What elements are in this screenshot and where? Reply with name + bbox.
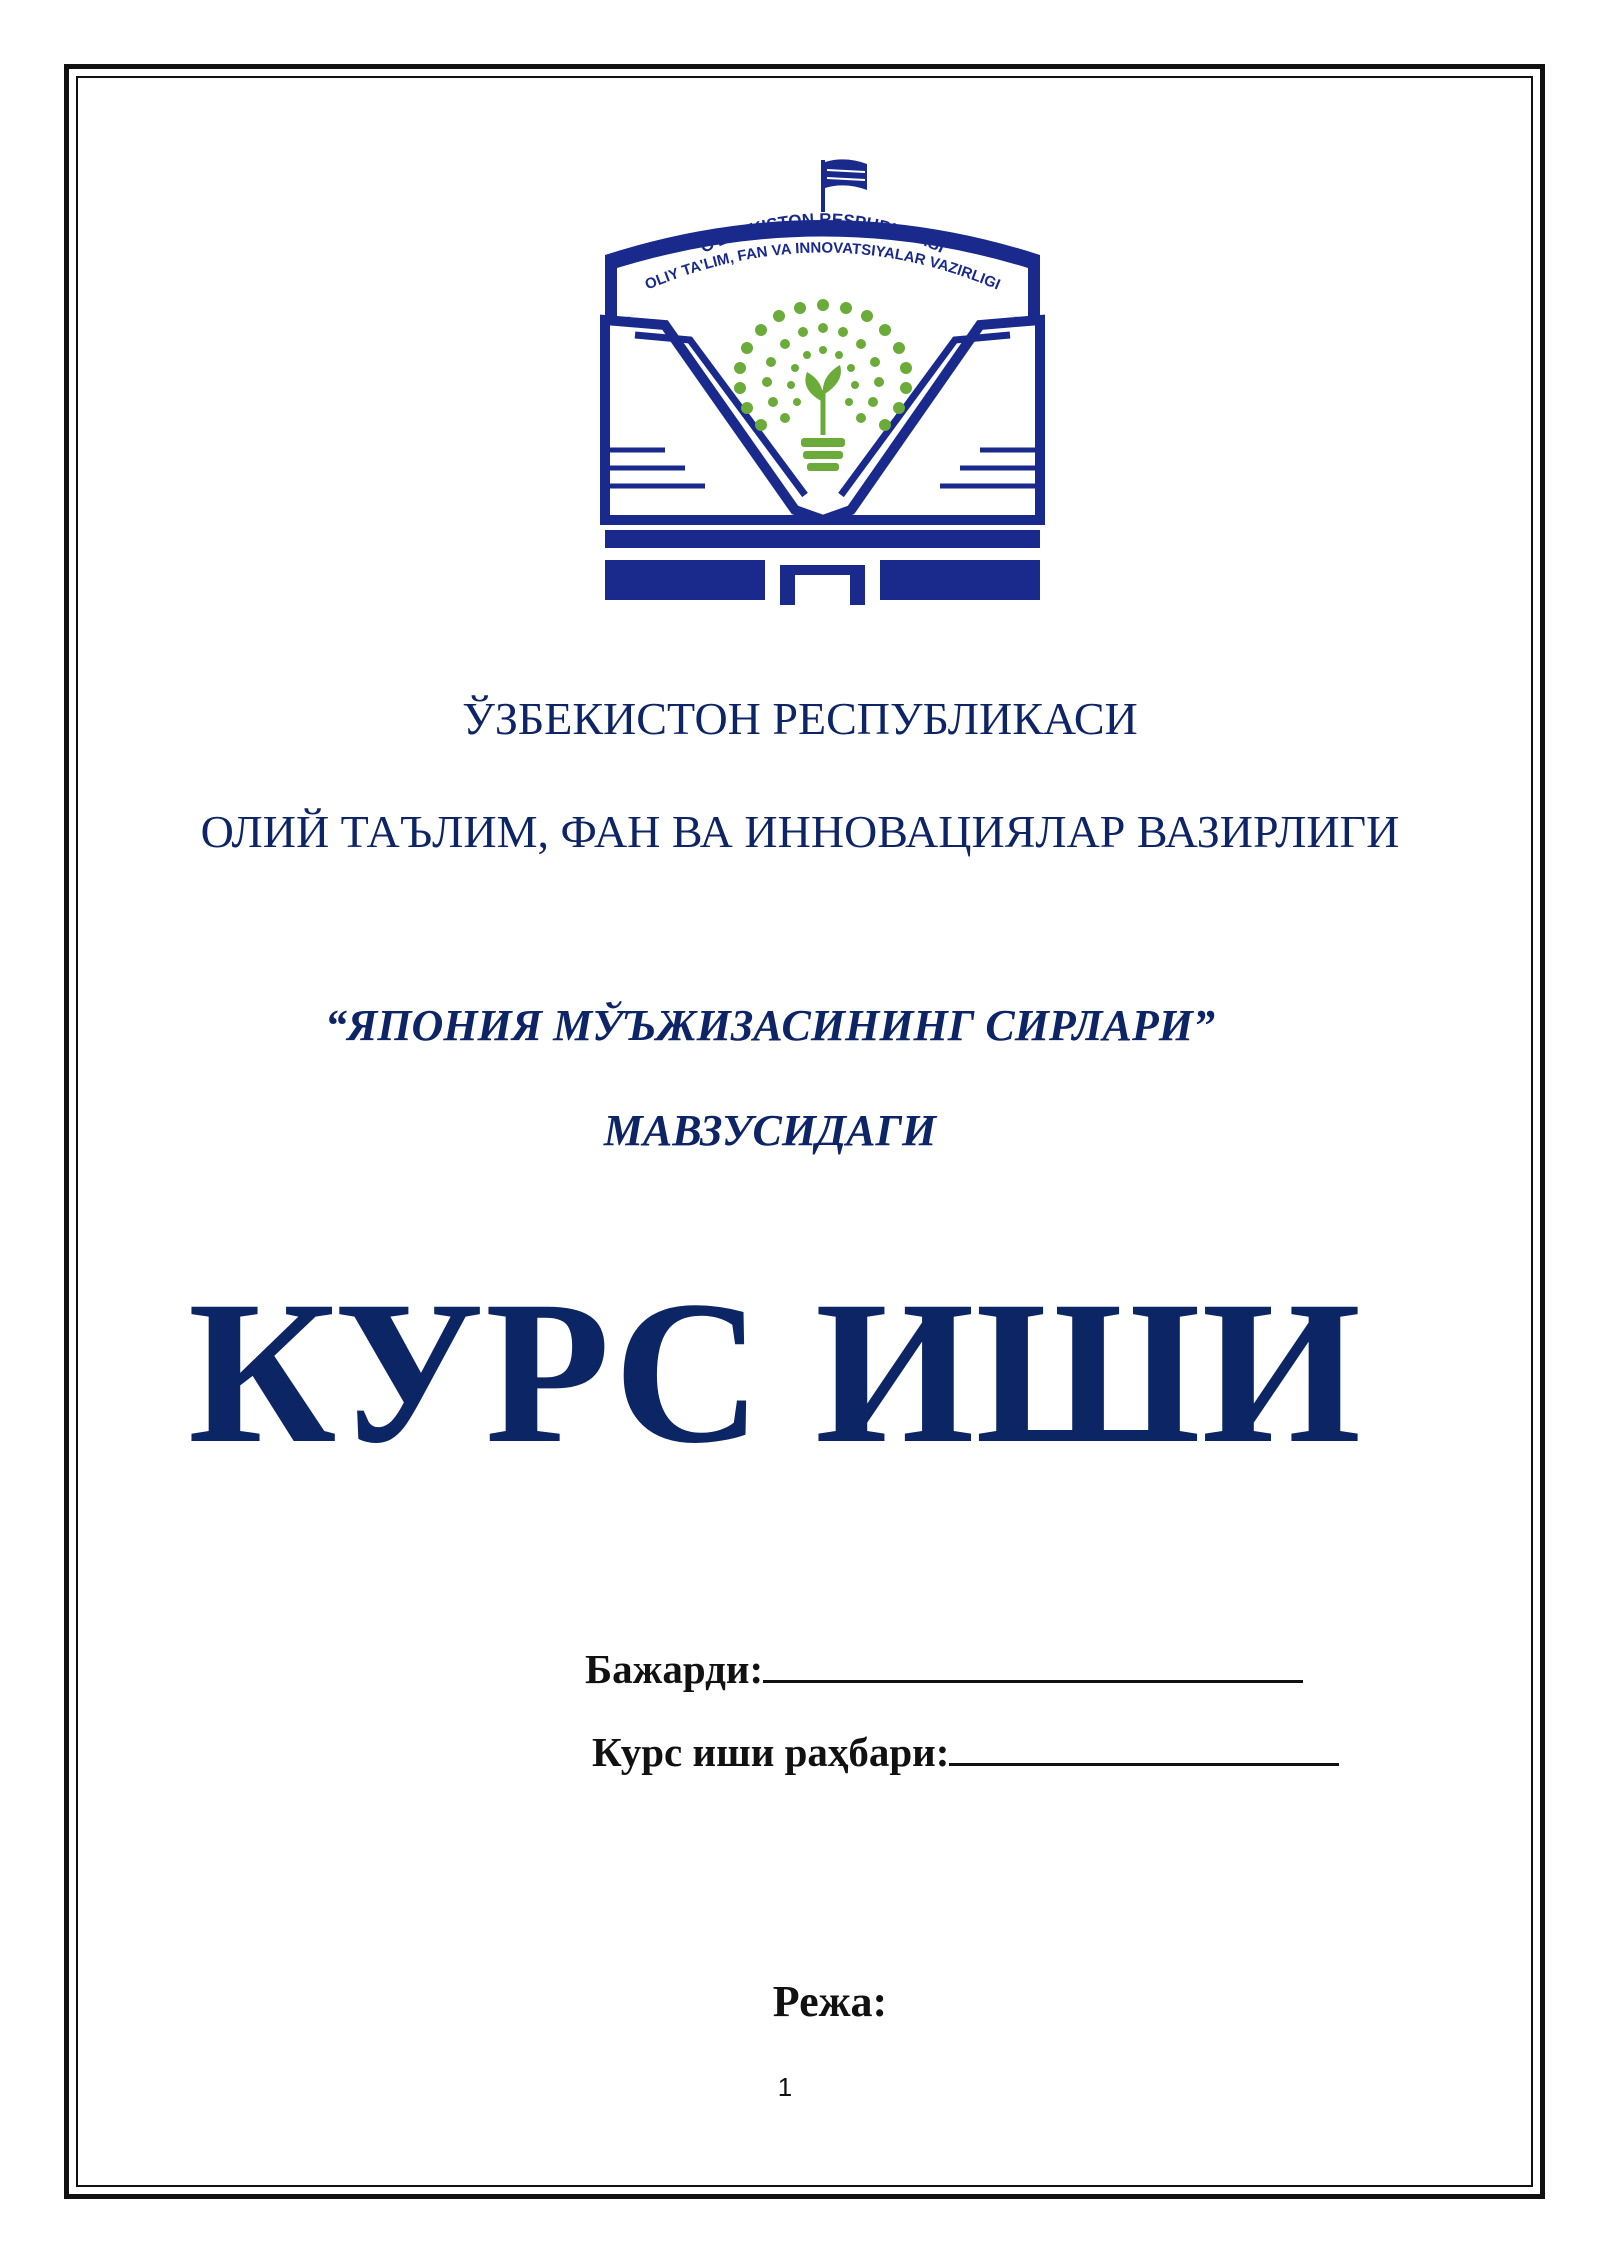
ministry-name: ОЛИЙ ТАЪЛИМ, ФАН ВА ИННОВАЦИЯЛАР ВАЗИРЛИГИ xyxy=(200,806,1400,857)
logo-arc-line-2: OLIY TA'LIM, FAN VA INNOVATSIYALAR VAZIRLIGI xyxy=(642,239,1003,294)
author-label: Бажарди: xyxy=(585,1646,764,1692)
plan-heading: Режа: xyxy=(772,1977,888,2026)
advisor-field[interactable] xyxy=(592,1728,1339,1776)
document-title: КУРС ИШИ xyxy=(187,1259,1363,1486)
topic-name: “ЯПОНИЯ МЎЪЖИЗАСИНИНГ СИРЛАРИ” xyxy=(325,1001,1215,1050)
author-blank-line[interactable] xyxy=(763,1646,1303,1683)
author-field[interactable] xyxy=(585,1645,1303,1693)
page-number: 1 xyxy=(777,2072,793,2102)
republic-name: ЎЗБЕКИСТОН РЕСПУБЛИКАСИ xyxy=(462,693,1138,744)
ministry-logo xyxy=(595,150,1050,605)
logo-arc-line-1: O'ZBEKISTON RESPUBLIKASI xyxy=(697,209,948,257)
advisor-label: Курс иши раҳбари: xyxy=(592,1729,950,1775)
topic-suffix: МАВЗУСИДАГИ xyxy=(603,1106,937,1155)
advisor-blank-line[interactable] xyxy=(949,1729,1339,1766)
